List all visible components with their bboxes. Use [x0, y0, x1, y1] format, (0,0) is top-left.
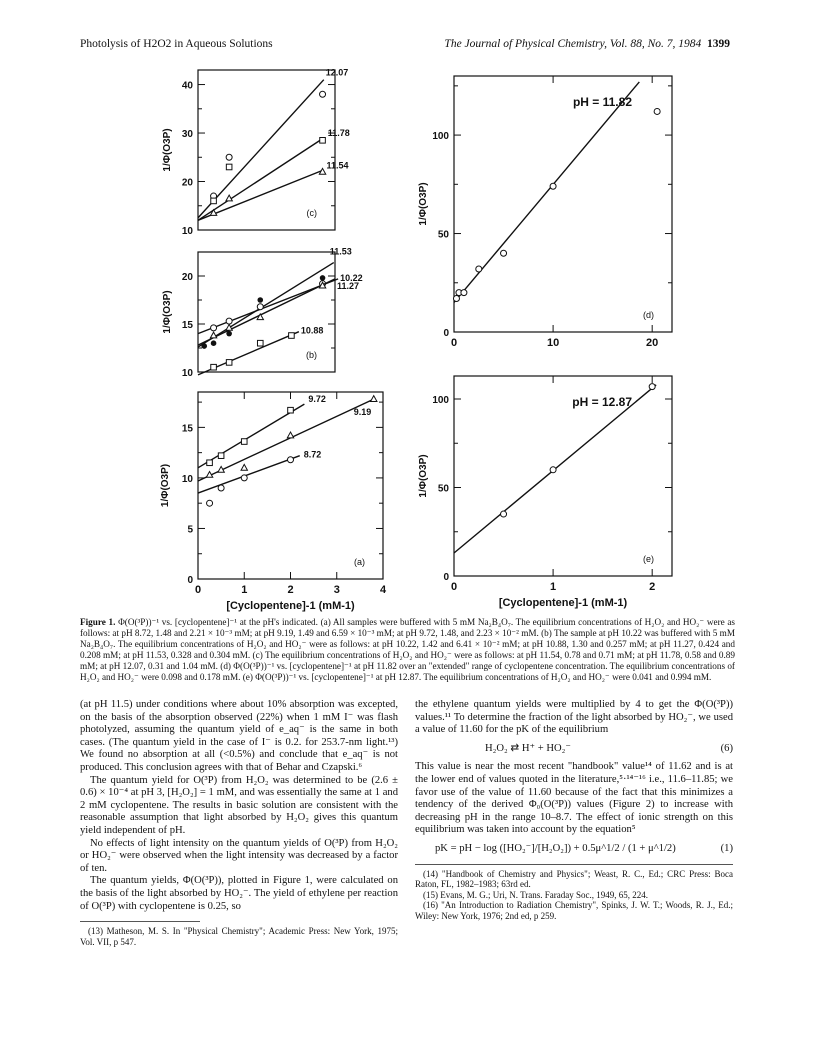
- y-axis-label: 1/Φ(O3P): [160, 463, 171, 508]
- data-point: [257, 304, 263, 310]
- y-tick-label: 50: [437, 229, 449, 241]
- data-point: [501, 250, 507, 256]
- data-point: [453, 296, 459, 302]
- x-axis-label: [Cyclopentene]-1 (mM-1): [498, 597, 628, 609]
- data-point: [226, 318, 232, 324]
- paragraph: The quantum yields, Φ(O(³P)), plotted in Figure 1, were calculated on the basis of the light absorbed by HO₂⁻. The yield of ethylene per reaction of O(³P) with cyclopentene is 0.25, so: [80, 875, 398, 912]
- x-tick-label: 0: [194, 584, 202, 596]
- data-point: [550, 183, 556, 189]
- data-point: [461, 290, 467, 296]
- data-point: [654, 108, 660, 114]
- running-head-title: Photolysis of H2O2 in Aqueous Solutions: [80, 38, 273, 50]
- plot-frame: [454, 376, 672, 576]
- panel-label: (b): [306, 350, 317, 360]
- y-tick-label: 10: [181, 226, 193, 237]
- y-axis-label: 1/Φ(O3P): [418, 454, 429, 498]
- data-point: [241, 475, 247, 481]
- data-point: [226, 164, 232, 170]
- series-label: 10.22: [340, 272, 363, 283]
- paragraph: (at pH 11.5) under conditions where about 10% absorption was excepted, on the basis of the absorption observed (22%) when 1 mM I⁻ was flash photolyzed, assuming the quantum yield of e_aq⁻ is the same in both cases. (The quantum yield in the case of I⁻ is 0.2. for 253.7-nm light.¹³) We found no absorption at all (<0.5%) and conclude that e_aq⁻ is not produced. This conclusion agrees with that of Behar and Czapski.⁶: [80, 699, 398, 773]
- data-point: [371, 396, 377, 402]
- figure-panel-c: [150, 62, 360, 242]
- data-point: [210, 332, 216, 338]
- x-tick-label: 2: [287, 584, 294, 596]
- x-tick-label: 4: [379, 584, 387, 596]
- series-line: [198, 399, 374, 481]
- data-point: [211, 340, 217, 346]
- footnote: (13) Matheson, M. S. In "Physical Chemistry"; Academic Press: New York, 1975; Vol. VII, p 547.: [80, 926, 398, 947]
- y-tick-label: 0: [443, 572, 449, 583]
- footnote: (14) "Handbook of Chemistry and Physics"; Weast, R. C., Ed.; CRC Press: Boca Raton, FL, 1982–1983; 63rd ed.: [415, 868, 733, 890]
- panel-label: (a): [354, 557, 365, 567]
- series-label: 8.72: [303, 449, 322, 460]
- series-label: 11.27: [337, 280, 360, 291]
- series-label: 11.53: [329, 246, 352, 257]
- y-tick-label: 0: [187, 575, 193, 586]
- y-tick-label: 20: [181, 272, 193, 283]
- data-point: [241, 464, 247, 470]
- y-tick-label: 5: [187, 524, 193, 536]
- x-tick-label: 3: [333, 584, 340, 596]
- y-tick-label: 50: [437, 483, 449, 495]
- data-point: [320, 275, 326, 281]
- figure-panel-e: [400, 364, 690, 614]
- footnote-rule: [80, 921, 200, 922]
- journal-citation: The Journal of Physical Chemistry, Vol. 88, No. 7, 1984: [444, 38, 702, 50]
- x-tick-label: 20: [646, 337, 659, 349]
- data-point: [501, 511, 507, 517]
- data-point: [201, 343, 207, 349]
- data-point: [207, 500, 213, 506]
- series-label: 11.78: [327, 127, 350, 138]
- series-label: 9.72: [308, 394, 326, 405]
- page-number: 1399: [707, 38, 730, 50]
- figure-panel-a: [150, 384, 400, 616]
- y-tick-label: 15: [181, 320, 193, 331]
- data-point: [287, 432, 293, 438]
- series-line: [198, 138, 324, 220]
- panel-label: (e): [643, 554, 654, 564]
- data-point: [218, 485, 224, 491]
- x-tick-label: 2: [649, 581, 656, 593]
- figure-panel-d: [400, 64, 690, 354]
- left-column: [80, 699, 398, 947]
- figure-panel-b: [150, 244, 363, 384]
- x-tick-label: 1: [241, 584, 248, 596]
- x-tick-label: 1: [550, 581, 557, 593]
- data-point: [211, 364, 217, 370]
- data-point: [207, 460, 213, 466]
- paragraph: No effects of light intensity on the quantum yields of O(³P) from H₂O₂ or HO₂⁻ were observed when the light intensity was decreased by a factor of ten.: [80, 837, 398, 874]
- paragraph: the ethylene quantum yields were multiplied by 4 to get the Φ(O(³P)) values.¹¹ To determine the fraction of the light absorbed by HO₂⁻, we used a value of 11.60 for the pK of the equilibrium: [415, 699, 733, 736]
- y-tick-label: 30: [181, 129, 193, 141]
- equation-number: (1): [720, 842, 733, 854]
- equation-body: H₂O₂ ⇄ H⁺ + HO₂⁻: [485, 742, 571, 754]
- series-label: 11.54: [326, 160, 349, 171]
- y-tick-label: 20: [181, 177, 193, 189]
- data-point: [211, 325, 217, 331]
- y-tick-label: 0: [443, 328, 449, 339]
- equation-body: pK = pH − log ([HO₂⁻]/[H₂O₂]) + 0.5μ^1/2 / (1 + μ^1/2): [435, 842, 676, 854]
- y-axis-label: 1/Φ(O3P): [418, 182, 429, 226]
- data-point: [476, 266, 482, 272]
- footnote-rule: [415, 864, 733, 865]
- running-head-journal: [444, 38, 730, 50]
- paragraph: This value is near the most recent "handbook" value¹⁴ of 11.62 and is at the lower end of values quoted in the literature,⁵·¹⁴⁻¹⁶ i.e., 11.6–11.85; we favor use of the value of 11.60 because of the fact that this minimizes a tendency of the derived Φ₀(O(³P)) values (Figure 2) to increase with decreasing pH in the range 10–8.7. The effect of ionic strength on this equilibrium was taken into account by the equation⁵: [415, 761, 733, 836]
- data-point: [289, 333, 295, 339]
- x-tick-label: 0: [450, 581, 458, 593]
- data-point: [320, 138, 326, 144]
- data-point: [226, 154, 232, 160]
- paragraph: The quantum yield for O(³P) from H₂O₂ was determined to be (2.6 ± 0.6) × 10⁻⁴ at pH 3, [H₂O₂] = 1 mM, and was essentially the same at 1 and 2 mM cyclopentene. The results in basic solution are consistent with the reasonable assumption that light absorbed by H₂O₂ gives this quantum yield independent of pH.: [80, 774, 398, 836]
- data-point: [226, 324, 232, 330]
- right-column: [415, 699, 733, 921]
- y-tick-label: 100: [432, 131, 449, 143]
- series-label: 12.07: [325, 67, 349, 78]
- data-point: [288, 457, 294, 463]
- figure-caption: [80, 617, 735, 683]
- y-axis-label: 1/Φ(O3P): [162, 290, 173, 334]
- plot-frame: [454, 76, 672, 332]
- y-tick-label: 10: [181, 473, 193, 485]
- equation-6: [415, 743, 733, 756]
- data-point: [211, 198, 217, 204]
- y-tick-label: 40: [181, 80, 193, 92]
- equation-1: [415, 843, 733, 856]
- y-tick-label: 10: [181, 368, 193, 379]
- data-point: [320, 91, 326, 97]
- y-tick-label: 15: [181, 423, 193, 435]
- y-tick-label: 100: [432, 395, 449, 407]
- y-axis-label: 1/Φ(O3P): [162, 128, 173, 172]
- data-point: [649, 384, 655, 390]
- data-point: [257, 297, 263, 303]
- footnote: (16) "An Introduction to Radiation Chemistry", Spinks, J. W. T.; Woods, R. J., Ed.; Wiley: New York, 1976; 2nd ed, p 259.: [415, 900, 733, 921]
- plot-frame: [198, 392, 383, 579]
- chart-title: pH = 12.87: [572, 395, 632, 409]
- series-label: 9.19: [353, 407, 372, 418]
- data-point: [550, 467, 556, 473]
- data-point: [226, 360, 232, 366]
- caption-label: Figure 1.: [80, 617, 116, 627]
- plot-frame: [198, 70, 335, 230]
- x-axis-label: [Cyclopentene]-1 (mM-1): [226, 600, 355, 612]
- x-tick-label: 10: [546, 337, 560, 349]
- equation-number: (6): [720, 742, 733, 754]
- caption-text: Φ(O(³P))⁻¹ vs. [cyclopentene]⁻¹ at the pH's indicated. (a) All samples were buffered with 5 mM Na₂B₄O₇. The equilibrium concentrations of H₂O₂ and HO₂⁻ were as follows: at pH 8.72, 1.48 and 2.21 × 10⁻³ mM; at pH 9.19, 1.49 and 6.59 × 10⁻³ mM; at pH 9.72, 1.48, and 2.23 × 10⁻² mM. (b) The sample at pH 10.22 was buffered with 5 mM Na₂B₄O₇. The equilibrium concentrations of H₂O₂ and HO₂⁻ were as follows: at pH 10.22, 1.42 and 6.41 × 10⁻² mM; at pH 10.88, 1.30 and 0.257 mM; at pH 11.27, 0.424 and 0.208 mM; at pH 11.53, 0.328 and 0.304 mM. (c) The equilibrium concentrations of H₂O₂ and HO₂⁻ were as follows: at pH 11.54, 0.78 and 0.71 mM; at pH 11.78, 0.58 and 0.89 mM; at pH 12.07, 0.31 and 1.04 mM. (d) Φ(O(³P))⁻¹ vs. [cyclopentene]⁻¹ at pH 11.82 over an "extended" range of cyclopentene concentration. The equilibrium concentrations of H₂O₂ and HO₂⁻ were 0.098 and 0.178 mM. (e) Φ(O(³P))⁻¹ vs. [cyclopentene]⁻¹ at pH 12.87. The equilibrium concentrations of H₂O₂ and HO₂⁻ were 0.041 and 0.994 mM.: [80, 617, 736, 682]
- data-point: [218, 453, 224, 459]
- data-point: [288, 407, 294, 413]
- data-point: [257, 340, 263, 346]
- x-tick-label: 0: [450, 337, 458, 349]
- panel-label: (d): [643, 310, 654, 320]
- footnote: (15) Evans, M. G.; Uri, N. Trans. Faraday Soc., 1949, 65, 224.: [423, 889, 648, 900]
- chart-title: pH = 11.82: [572, 95, 632, 109]
- series-label: 10.88: [300, 325, 324, 336]
- data-point: [241, 439, 247, 445]
- panel-label: (c): [306, 208, 317, 218]
